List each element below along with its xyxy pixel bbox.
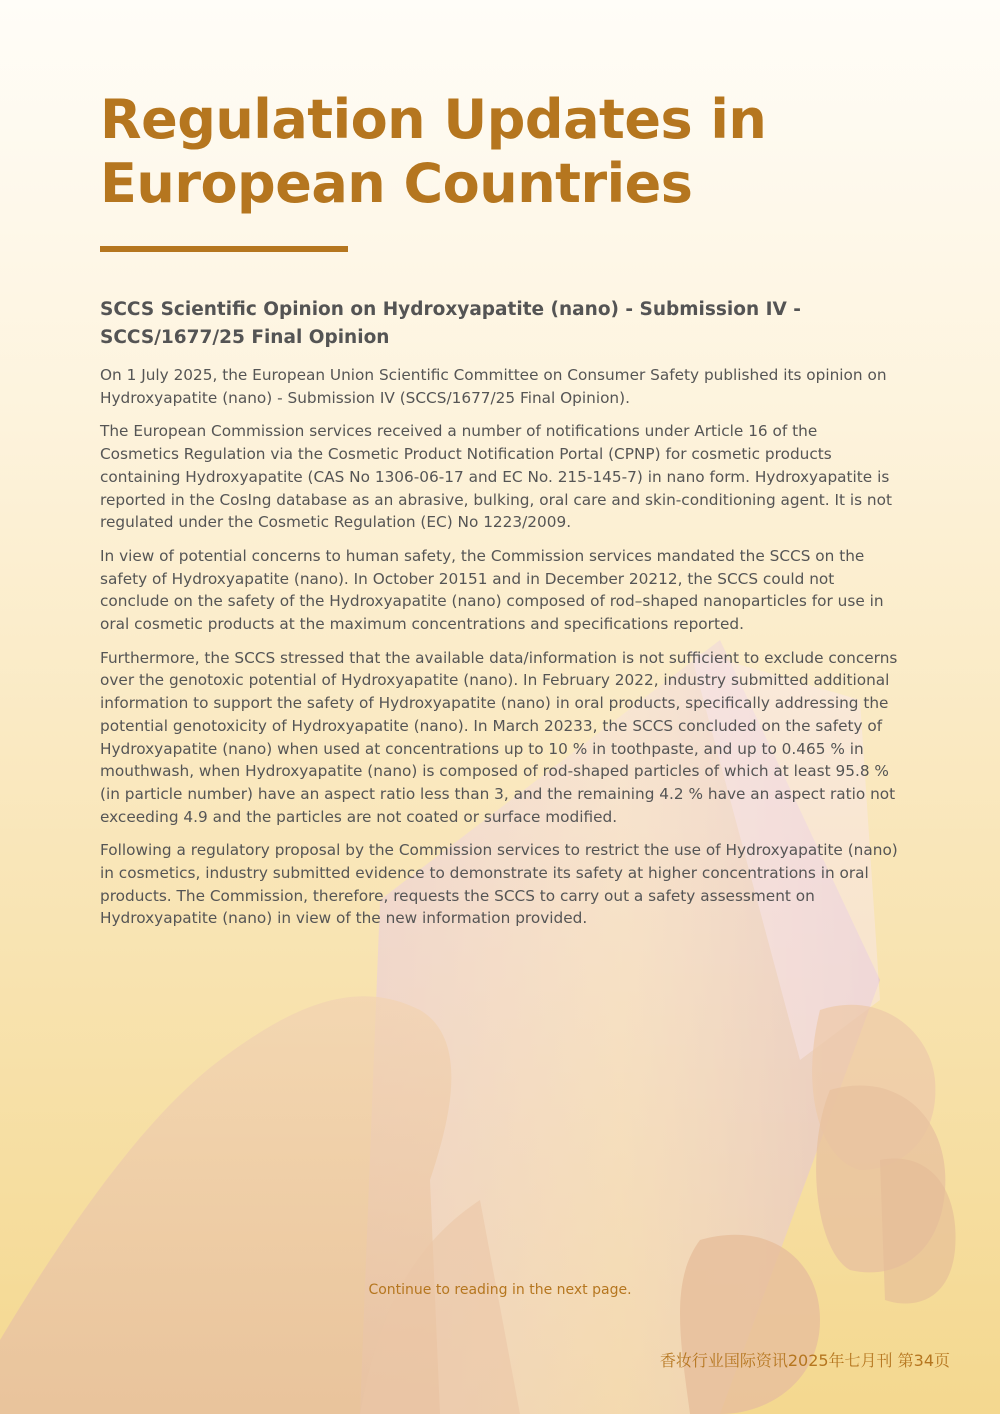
page-footer-label: 香妆行业国际资讯2025年七月刊 第34页 — [659, 1351, 950, 1370]
page-title: Regulation Updates in European Countries — [100, 88, 767, 215]
article-body — [100, 296, 900, 941]
article-paragraph: The European Commission services received a number of notifications under Article 16 of the Cosmetics Regulation via the Cosmetic Product Notification Portal (CPNP) for cosmetic products containing Hydroxyapatite (CAS No 1306-06-17 and EC No. 215-145-7) in nano form. Hydroxyapatite is reported in the CosIng database as an abrasive, bulking, oral care and skin-conditioning agent. It is not regulated under the Cosmetic Regulation (EC) No 1223/2009. — [100, 422, 892, 532]
article-paragraph: Furthermore, the SCCS stressed that the available data/information is not sufficient to exclude concerns over the genotoxic potential of Hydroxyapatite (nano). In February 2022, industry submitted additional information to support the safety of Hydroxyapatite (nano) in oral products, specifically addressing the potential genotoxicity of Hydroxyapatite (nano). In March 20233, the SCCS concluded on the safety of Hydroxyapatite (nano) when used at concentrations up to 10 % in toothpaste, and up to 0.465 % in mouthwash, when Hydroxyapatite (nano) is composed of rod-shaped particles of which at least 95.8 % (in particle number) have an aspect ratio less than 3, and the remaining 4.2 % have an aspect ratio not exceeding 4.9 and the particles are not coated or surface modified. — [100, 648, 898, 826]
continue-reading-note: Continue to reading in the next page. — [368, 1282, 632, 1298]
article-paragraph: On 1 July 2025, the European Union Scientific Committee on Consumer Safety published its opinion on Hydroxyapatite (nano) - Submission IV (SCCS/1677/25 Final Opinion). — [100, 366, 887, 407]
title-underline-divider — [100, 246, 348, 252]
article-subheading: SCCS Scientific Opinion on Hydroxyapatite (nano) - Submission IV - SCCS/1677/25 Final Opinion — [100, 299, 801, 348]
article-paragraph: Following a regulatory proposal by the Commission services to restrict the use of Hydroxyapatite (nano) in cosmetics, industry submitted evidence to demonstrate its safety at higher concentrations in oral products. The Commission, therefore, requests the SCCS to carry out a safety assessment on Hydroxyapatite (nano) in view of the new information provided. — [100, 841, 898, 928]
article-paragraph: In view of potential concerns to human safety, the Commission services mandated the SCCS on the safety of Hydroxyapatite (nano). In October 20151 and in December 20212, the SCCS could not conclude on the safety of the Hydroxyapatite (nano) composed of rod–shaped nanoparticles for use in oral cosmetic products at the maximum concentrations and specifications reported. — [100, 546, 884, 634]
